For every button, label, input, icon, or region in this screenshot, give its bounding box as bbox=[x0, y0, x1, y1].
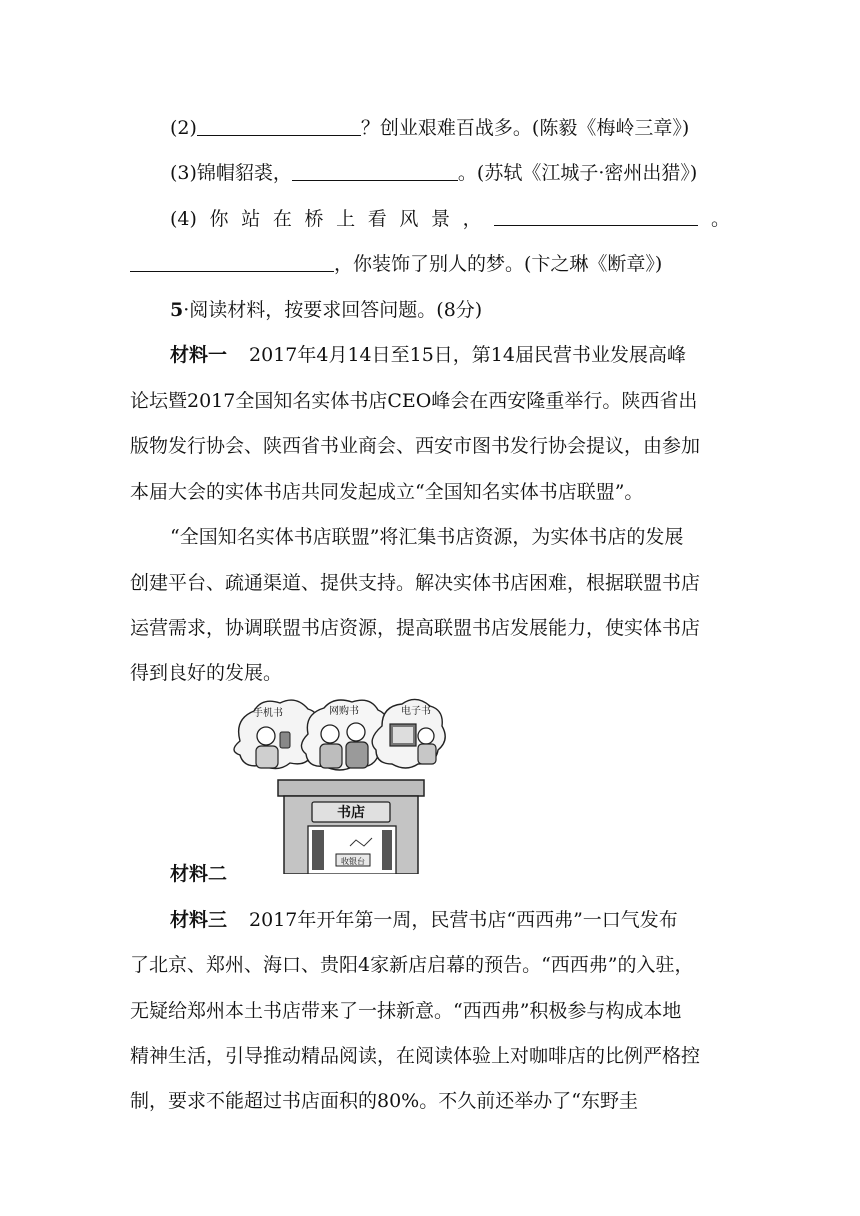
item-number: (4) bbox=[170, 208, 197, 230]
item-char: 桥 bbox=[304, 208, 324, 230]
answer-blank[interactable] bbox=[292, 161, 458, 181]
item-text: ，你装饰了别人的梦。(卞之琳《断章》) bbox=[334, 253, 663, 275]
material-label: 材料三 bbox=[170, 909, 228, 931]
question-text: 阅读材料，按要求回答问题。(8分) bbox=[189, 299, 483, 321]
material1-para2-line3: 运营需求，协调联盟书店资源，提高联盟书店发展能力，使实体书店 bbox=[130, 617, 701, 639]
material1-para2-line2: 创建平台、疏通渠道、提供支持。解决实体书店困难，根据联盟书店 bbox=[130, 572, 701, 594]
item-char: 。 bbox=[710, 208, 730, 230]
material1-line4: 本届大会的实体书店共同发起成立“全国知名实体书店联盟”。 bbox=[130, 481, 644, 503]
bookstore-cartoon bbox=[232, 696, 446, 874]
answer-blank[interactable] bbox=[197, 116, 361, 136]
q4-item-4-line2 bbox=[130, 251, 730, 277]
item-char: 在 bbox=[272, 208, 292, 230]
item-text: ？创业艰难百战多。(陈毅《梅岭三章》) bbox=[360, 117, 690, 139]
paragraph-text: 2017年开年第一周，民营书店“西西弗”一口气发布 bbox=[249, 909, 678, 931]
material3-line5: 制，要求不能超过书店面积的80%。不久前还举办了“东野圭 bbox=[130, 1090, 638, 1112]
item-char: 上 bbox=[336, 208, 356, 230]
q4-item-3 bbox=[170, 160, 730, 186]
store-sign: 书店 bbox=[337, 805, 365, 821]
q4-item-4-line1 bbox=[170, 206, 730, 232]
material1-line1 bbox=[170, 342, 730, 368]
material3-line1 bbox=[170, 907, 730, 933]
paragraph-text: 2017年4月14日至15日，第14届民营书业发展高峰 bbox=[249, 344, 686, 366]
item-text: 。(苏轼《江城子·密州出猎》) bbox=[457, 162, 698, 184]
counter-label: 收银台 bbox=[341, 857, 365, 866]
item-char: 你 bbox=[209, 208, 229, 230]
item-text: (3)锦帽貂裘， bbox=[170, 162, 292, 184]
answer-blank[interactable] bbox=[130, 252, 334, 272]
item-char: ， bbox=[462, 208, 482, 230]
material1-line2: 论坛暨2017全国知名实体书店CEO峰会在西安隆重举行。陕西省出 bbox=[130, 390, 698, 412]
question-5 bbox=[170, 297, 730, 323]
question-number: 5 bbox=[170, 299, 184, 321]
material-label: 材料二 bbox=[170, 863, 228, 885]
bubble-label: 网购书 bbox=[329, 706, 359, 717]
item-char: 风 bbox=[399, 208, 419, 230]
material-label: 材料一 bbox=[170, 344, 228, 366]
cartoon-image bbox=[232, 696, 446, 874]
item-char: 看 bbox=[367, 208, 387, 230]
answer-blank[interactable] bbox=[494, 206, 698, 226]
material2-label bbox=[170, 861, 370, 887]
question-separator: · bbox=[183, 299, 190, 321]
item-number: (2) bbox=[170, 117, 197, 139]
material1-para2-line4: 得到良好的发展。 bbox=[130, 662, 283, 684]
item-char: 景 bbox=[431, 208, 451, 230]
material3-line3: 无疑给郑州本土书店带来了一抹新意。“西西弗”积极参与构成本地 bbox=[130, 1000, 682, 1022]
item-char: 站 bbox=[241, 208, 261, 230]
bubble-label: 手机书 bbox=[253, 708, 283, 719]
q4-item-2 bbox=[170, 115, 730, 141]
material3-line4: 精神生活，引导推动精品阅读，在阅读体验上对咖啡店的比例严格控 bbox=[130, 1045, 701, 1067]
material3-line2: 了北京、郑州、海口、贵阳4家新店启幕的预告。“西西弗”的入驻， bbox=[130, 954, 694, 976]
material1-para2-line1: “全国知名实体书店联盟”将汇集书店资源，为实体书店的发展 bbox=[170, 526, 684, 548]
bubble-label: 电子书 bbox=[401, 706, 431, 717]
material1-line3: 版物发行协会、陕西省书业商会、西安市图书发行协会提议，由参加 bbox=[130, 435, 701, 457]
